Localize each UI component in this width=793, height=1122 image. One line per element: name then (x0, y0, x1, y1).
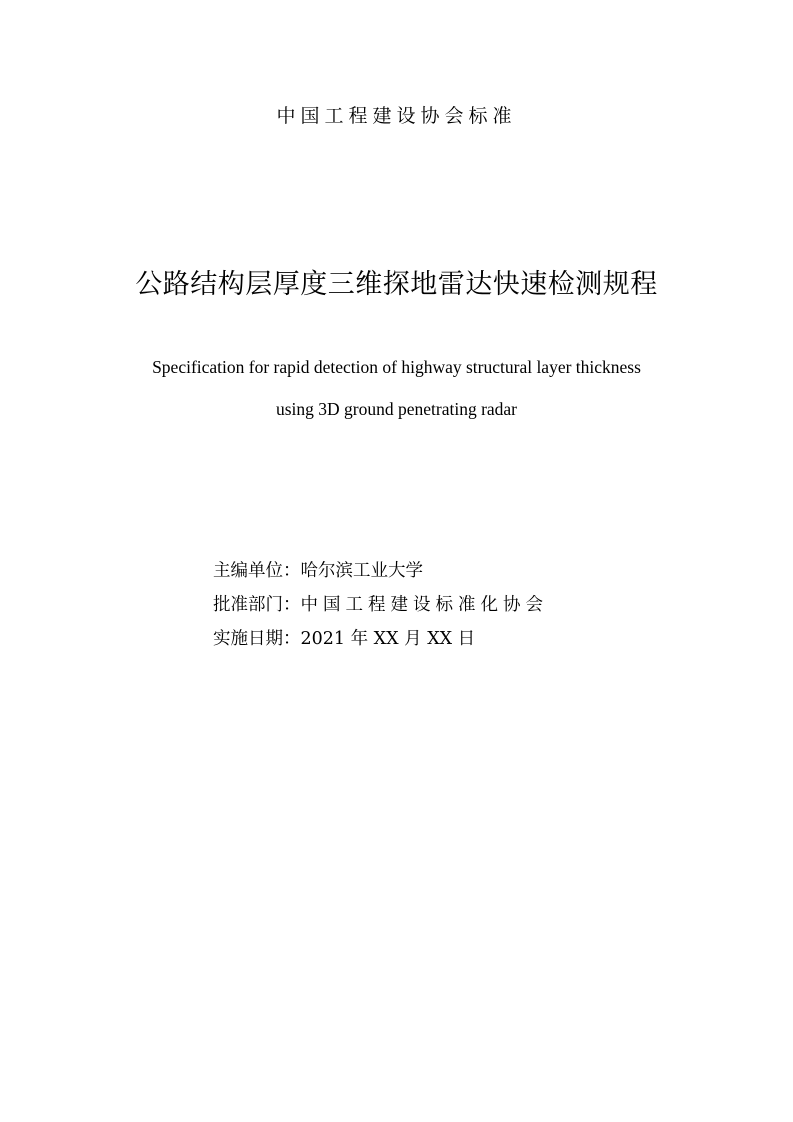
info-value-effective-date: 2021 年 XX 月 XX 日 (300, 629, 476, 649)
info-row-editor (213, 557, 693, 591)
document-info-block (213, 557, 693, 659)
info-label-editor: 主编单位： (213, 561, 301, 581)
info-label-approver: 批准部门： (213, 595, 301, 615)
info-value-editor: 哈尔滨工业大学 (300, 561, 423, 581)
english-title-line-1: Specification for rapid detection of highway structural layer thickness (152, 357, 641, 377)
info-row-approver (213, 591, 693, 625)
english-title-line-2: using 3D ground penetrating radar (275, 399, 518, 419)
info-label-effective-date: 实施日期： (213, 629, 301, 649)
publishing-organization: 中国工程建设协会标准 (276, 105, 517, 127)
info-value-approver: 中国工程建设标准化协会 (300, 595, 548, 615)
info-row-effective-date (213, 625, 693, 659)
chinese-title: 公路结构层厚度三维探地雷达快速检测规程 (135, 269, 658, 300)
